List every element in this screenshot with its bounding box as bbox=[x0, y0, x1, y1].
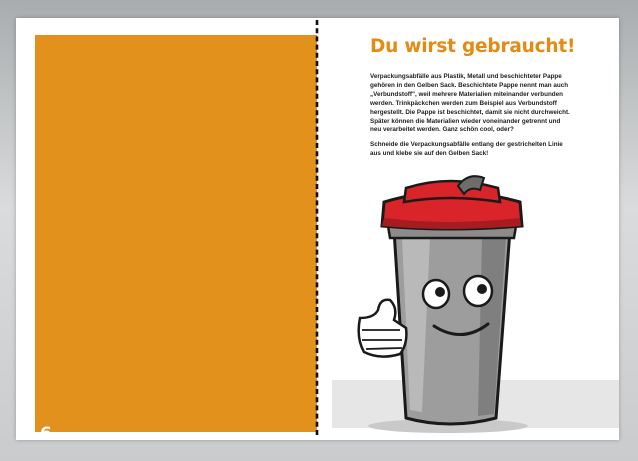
left-pupil bbox=[435, 287, 445, 297]
right-pupil bbox=[477, 284, 487, 294]
left-page bbox=[35, 35, 335, 451]
orange-color-block bbox=[35, 35, 317, 432]
hand-finger-3 bbox=[366, 348, 402, 349]
body-text bbox=[370, 73, 570, 165]
info-paragraph: Verpackungsabfälle aus Plastik, Metall und beschichteter Pappe gehören in den Gelben Sack. Beschichtete Pappe nennt man auch „Verbundstoff", weil mehrere Materialien miteinander verbunden werden. Trinkpäckchen werden zum Beispiel aus Verbundstoff hergestellt. Die Pappe ist beschichtet, damit sie nicht durchweicht. Später können die Materialien wieder voneinander getrennt und neu verarbeitet werden. Ganz schön cool, oder? bbox=[370, 73, 570, 134]
page-title: Du wirst gebraucht! bbox=[370, 36, 576, 57]
dashed-cut-line bbox=[315, 18, 319, 440]
right-page bbox=[320, 18, 619, 440]
bin-lid-top bbox=[404, 181, 500, 202]
brochure-spread bbox=[16, 18, 619, 444]
instruction-paragraph: Schneide die Verpackungsabfälle entlang der gestrichelten Linie aus und klebe sie auf den Gelben Sack! bbox=[370, 141, 563, 158]
trash-bin-mascot-icon bbox=[350, 168, 540, 436]
page-number: 6 bbox=[40, 424, 52, 444]
